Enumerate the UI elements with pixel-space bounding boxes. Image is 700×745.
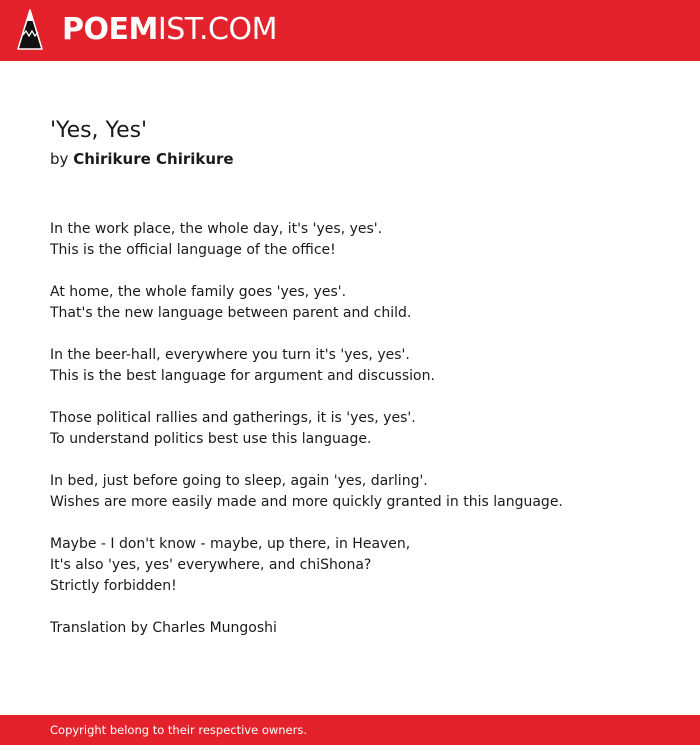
poem-line: In bed, just before going to sleep, again 'yes, darling'. — [50, 473, 428, 489]
poem-stanza — [50, 345, 670, 387]
poem-line: This is the official language of the office! — [50, 242, 336, 258]
site-footer — [0, 715, 700, 745]
poem-line: Translation by Charles Mungoshi — [50, 620, 277, 636]
site-header — [0, 0, 700, 61]
poem-line: That's the new language between parent and child. — [50, 305, 412, 321]
brand-name-light: IST.COM — [157, 12, 277, 47]
poem-stanza — [50, 408, 670, 450]
poem-stanza — [50, 618, 670, 639]
poem-line: Those political rallies and gatherings, it is 'yes, yes'. — [50, 410, 416, 426]
poem-stanza — [50, 282, 670, 324]
site-logo-text[interactable] — [62, 13, 277, 47]
pencil-tip-icon[interactable] — [17, 9, 43, 51]
copyright-text: Copyright belong to their respective owners. — [50, 723, 308, 737]
by-label: by — [50, 150, 69, 168]
poem-title: 'Yes, Yes' — [50, 118, 148, 143]
poem-line: This is the best language for argument and discussion. — [50, 368, 435, 384]
poem-stanza — [50, 219, 670, 261]
poem-stanza — [50, 534, 670, 597]
poem-line: In the work place, the whole day, it's 'yes, yes'. — [50, 221, 383, 237]
poem-body — [50, 219, 670, 660]
poem-line: To understand politics best use this language. — [50, 431, 372, 447]
poem-byline — [50, 149, 234, 169]
poem-line: Strictly forbidden! — [50, 578, 177, 594]
poem-line: In the beer-hall, everywhere you turn it's 'yes, yes'. — [50, 347, 410, 363]
poem-line: Wishes are more easily made and more quickly granted in this language. — [50, 494, 563, 510]
author-name: Chirikure Chirikure — [73, 150, 234, 168]
poem-stanza — [50, 471, 670, 513]
poem-line: At home, the whole family goes 'yes, yes'. — [50, 284, 347, 300]
poem-line: It's also 'yes, yes' everywhere, and chiShona? — [50, 557, 372, 573]
poem-line: Maybe - I don't know - maybe, up there, in Heaven, — [50, 536, 411, 552]
brand-name-bold: POEM — [62, 12, 158, 47]
